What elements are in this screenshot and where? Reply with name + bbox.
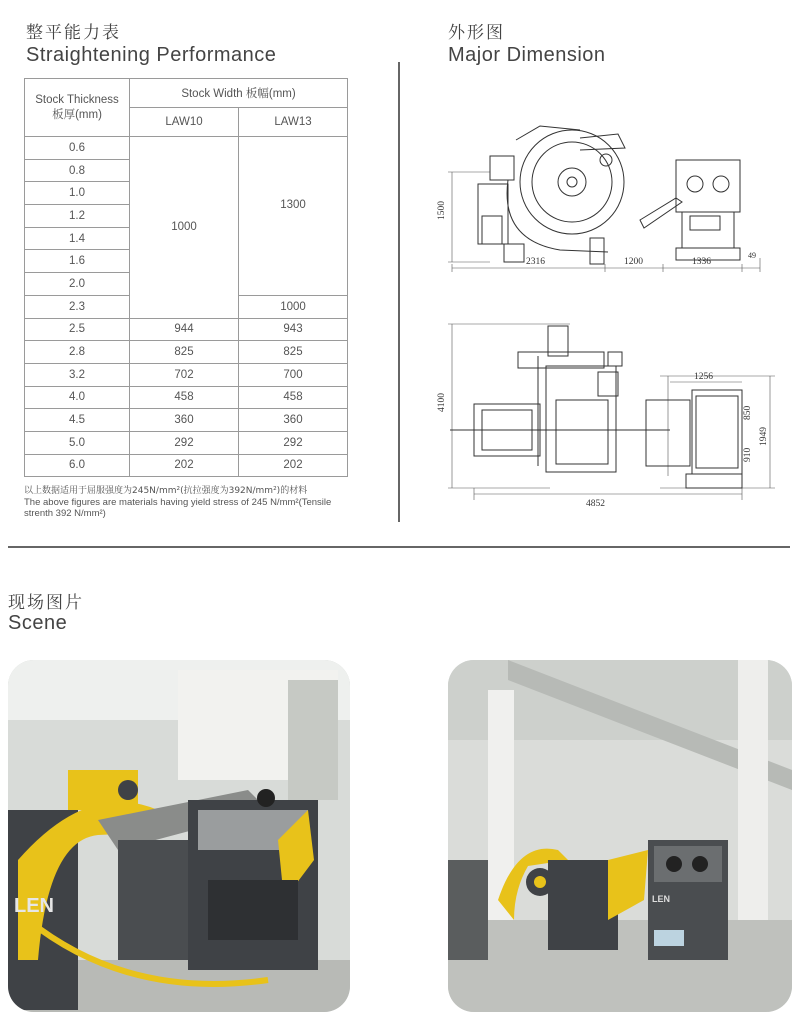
law10-cell: 360: [130, 409, 239, 432]
law10-cell: 202: [130, 454, 239, 477]
thickness-cell: 0.8: [25, 159, 130, 182]
law13-cell: 202: [239, 454, 348, 477]
dim-49: 49: [748, 251, 756, 260]
brand-label-right: LEN: [652, 894, 670, 904]
law10-cell: 825: [130, 341, 239, 364]
col-law10-header: LAW10: [130, 108, 239, 137]
table-note: [24, 486, 350, 519]
scene-photo-right: [448, 660, 792, 1012]
horizontal-divider: [8, 546, 790, 548]
note-cn: 以上数据适用于屈服强度为245N/mm²(抗拉强度为392N/mm²)的材料: [24, 486, 308, 496]
law13-merged-cell: 1300: [239, 137, 348, 296]
thickness-cell: 0.6: [25, 137, 130, 160]
thickness-cell: 2.0: [25, 273, 130, 296]
brand-label-left: LEN: [14, 895, 54, 917]
dimension-title-en: Major Dimension: [448, 44, 606, 66]
thickness-header-cn: 板厚(mm): [52, 108, 102, 121]
law10-cell: 292: [130, 431, 239, 454]
thickness-cell: 1.6: [25, 250, 130, 273]
law13-cell: 700: [239, 363, 348, 386]
dim-1200: 1200: [624, 257, 643, 267]
performance-table: [24, 78, 348, 477]
dim-1336: 1336: [692, 257, 711, 267]
dim-1500: 1500: [437, 201, 447, 220]
law13-cell: 825: [239, 341, 348, 364]
law13-cell: 292: [239, 431, 348, 454]
width-header: Stock Width 板幅(mm): [130, 79, 348, 108]
dim-2316: 2316: [526, 257, 545, 267]
scene-title-en: Scene: [8, 612, 68, 634]
dim-1256: 1256: [694, 372, 713, 382]
thickness-cell: 1.2: [25, 205, 130, 228]
law10-merged-cell: 1000: [130, 137, 239, 319]
thickness-cell: 1.4: [25, 227, 130, 250]
law13-cell: 1000: [239, 295, 348, 318]
performance-title-cn: 整平能力表: [26, 23, 121, 43]
factory-scene-right: [448, 660, 792, 1012]
thickness-cell: 2.5: [25, 318, 130, 341]
thickness-header: [25, 79, 130, 137]
thickness-cell: 4.0: [25, 386, 130, 409]
top-view-drawing: [430, 316, 780, 512]
note-en: The above figures are materials having yield stress of 245 N/mm²(Tensile strenth 392 N/mm²): [24, 497, 332, 519]
law10-cell: 944: [130, 318, 239, 341]
dim-4852: 4852: [586, 499, 605, 509]
law13-cell: 360: [239, 409, 348, 432]
law13-cell: 943: [239, 318, 348, 341]
thickness-cell: 4.5: [25, 409, 130, 432]
scene-photo-left: [8, 660, 350, 1012]
vertical-divider: [398, 62, 400, 522]
performance-title-en: Straightening Performance: [26, 44, 277, 66]
col-law13-header: LAW13: [239, 108, 348, 137]
scene-title-cn: 现场图片: [8, 593, 84, 613]
factory-scene-left: [8, 660, 350, 1012]
law10-cell: 458: [130, 386, 239, 409]
law13-cell: 458: [239, 386, 348, 409]
side-view-drawing: [430, 120, 780, 280]
dim-1949: 1949: [759, 427, 769, 446]
law10-cell: 702: [130, 363, 239, 386]
thickness-cell: 1.0: [25, 182, 130, 205]
thickness-cell: 3.2: [25, 363, 130, 386]
thickness-cell: 5.0: [25, 431, 130, 454]
dim-910: 910: [743, 447, 753, 462]
thickness-cell: 6.0: [25, 454, 130, 477]
dimension-title-cn: 外形图: [448, 23, 505, 43]
dim-850: 850: [743, 405, 753, 420]
dim-4100: 4100: [437, 393, 447, 412]
thickness-header-en: Stock Thickness: [35, 93, 119, 106]
thickness-cell: 2.8: [25, 341, 130, 364]
thickness-cell: 2.3: [25, 295, 130, 318]
